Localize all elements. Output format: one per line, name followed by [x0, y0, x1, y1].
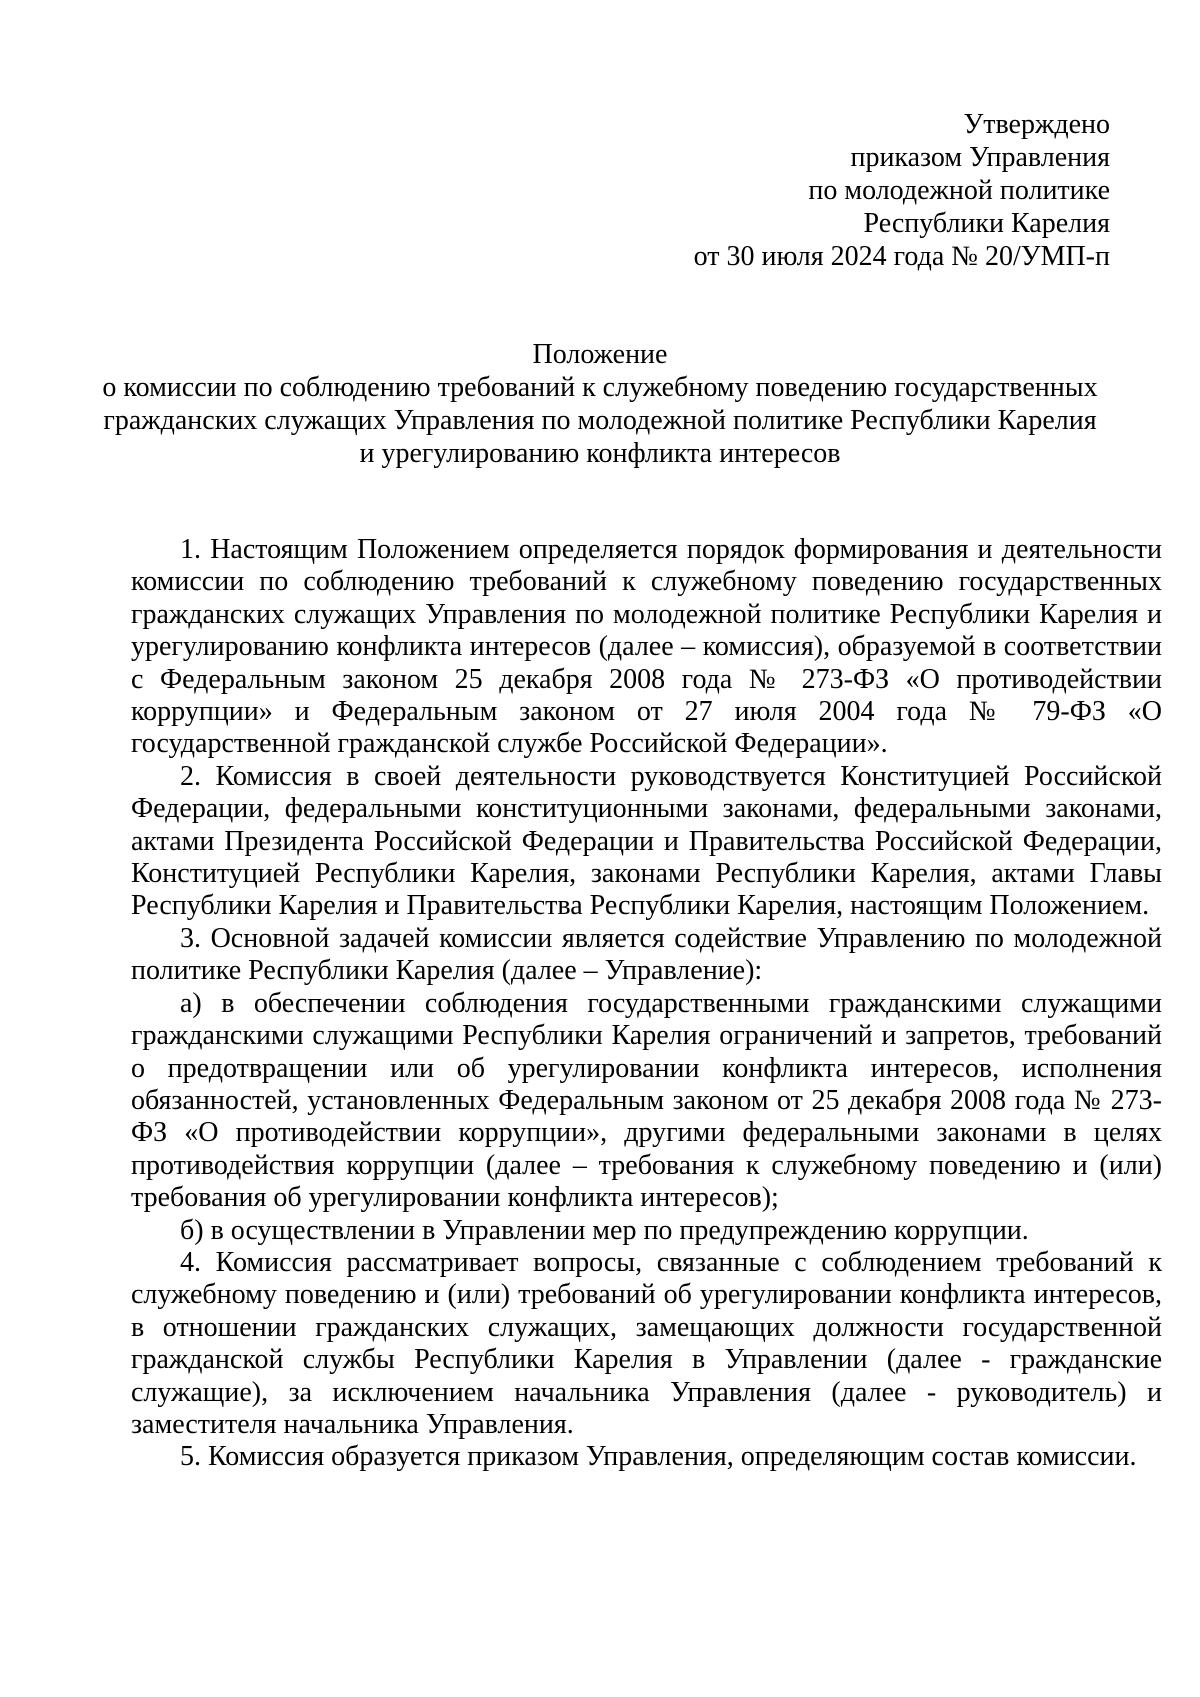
paragraph-4: 4. Комиссия рассматривает вопросы, связанные с соблюдением требований к служебному поведению и (или) требований об урегулировании конфликта интересов, в отношении гражданских служащих, замещающих должности государственной гражданской службы Республики Карелия в Управлении (далее - гражданские служащие), за исключением начальника Управления (далее - руководитель) и заместителя начальника Управления.: [131, 1246, 1162, 1440]
paragraph-1: 1. Настоящим Положением определяется порядок формирования и деятельности комиссии по соблюдению требований к служебному поведению государственных гражданских служащих Управления по молодежной политике Республики Карелия и урегулированию конфликта интересов (далее – комиссия), образуемой в соответствии с Федеральным законом 25 декабря 2008 года № 273-ФЗ «О противодействии коррупции» и Федеральным законом от 27 июля 2004 года № 79-ФЗ «О государственной гражданской службе Российской Федерации».: [131, 534, 1162, 760]
paragraph-3b: б) в осуществлении в Управлении мер по предупреждению коррупции.: [180, 1214, 1029, 1246]
paragraph-3a: а) в обеспечении соблюдения государственными гражданскими служащими гражданскими служащими Республики Карелия ограничений и запретов, требований о предотвращении или об урегулировании конфликта интересов, исполнения обязанностей, установленных Федеральным законом от 25 декабря 2008 года № 273-ФЗ «О противодействии коррупции», другими федеральными законами в целях противодействия коррупции (далее – требования к служебному поведению и (или) требования об урегулировании конфликта интересов);: [131, 987, 1162, 1214]
document-title: [100, 338, 1100, 470]
approval-line: приказом Управления: [850, 142, 1110, 173]
approval-line: от 30 июля 2024 года № 20/УМП-п: [693, 241, 1110, 272]
approval-line: по молодежной политике: [808, 175, 1110, 206]
paragraph-3: 3. Основной задачей комиссии является содействие Управлению по молодежной политике Республики Карелия (далее – Управление):: [131, 922, 1162, 987]
document-body: [131, 534, 1162, 1474]
approval-stamp-block: [510, 108, 1110, 273]
paragraph-5: 5. Комиссия образуется приказом Управления, определяющим состав комиссии.: [180, 1441, 1137, 1473]
approval-line: Утверждено: [963, 109, 1110, 140]
title-heading: Положение: [532, 339, 668, 370]
approval-line: Республики Карелия: [863, 208, 1110, 239]
title-line: и урегулированию конфликта интересов: [359, 438, 841, 469]
title-line: гражданских служащих Управления по молодежной политике Республики Карелия: [103, 405, 1097, 436]
title-line: о комиссии по соблюдению требований к служебному поведению государственных: [102, 372, 1098, 403]
paragraph-2: 2. Комиссия в своей деятельности руководствуется Конституцией Российской Федерации, федеральными конституционными законами, федеральными законами, актами Президента Российской Федерации и Правительства Российской Федерации, Конституцией Республики Карелия, законами Республики Карелия, актами Главы Республики Карелия и Правительства Республики Карелия, настоящим Положением.: [131, 760, 1162, 922]
